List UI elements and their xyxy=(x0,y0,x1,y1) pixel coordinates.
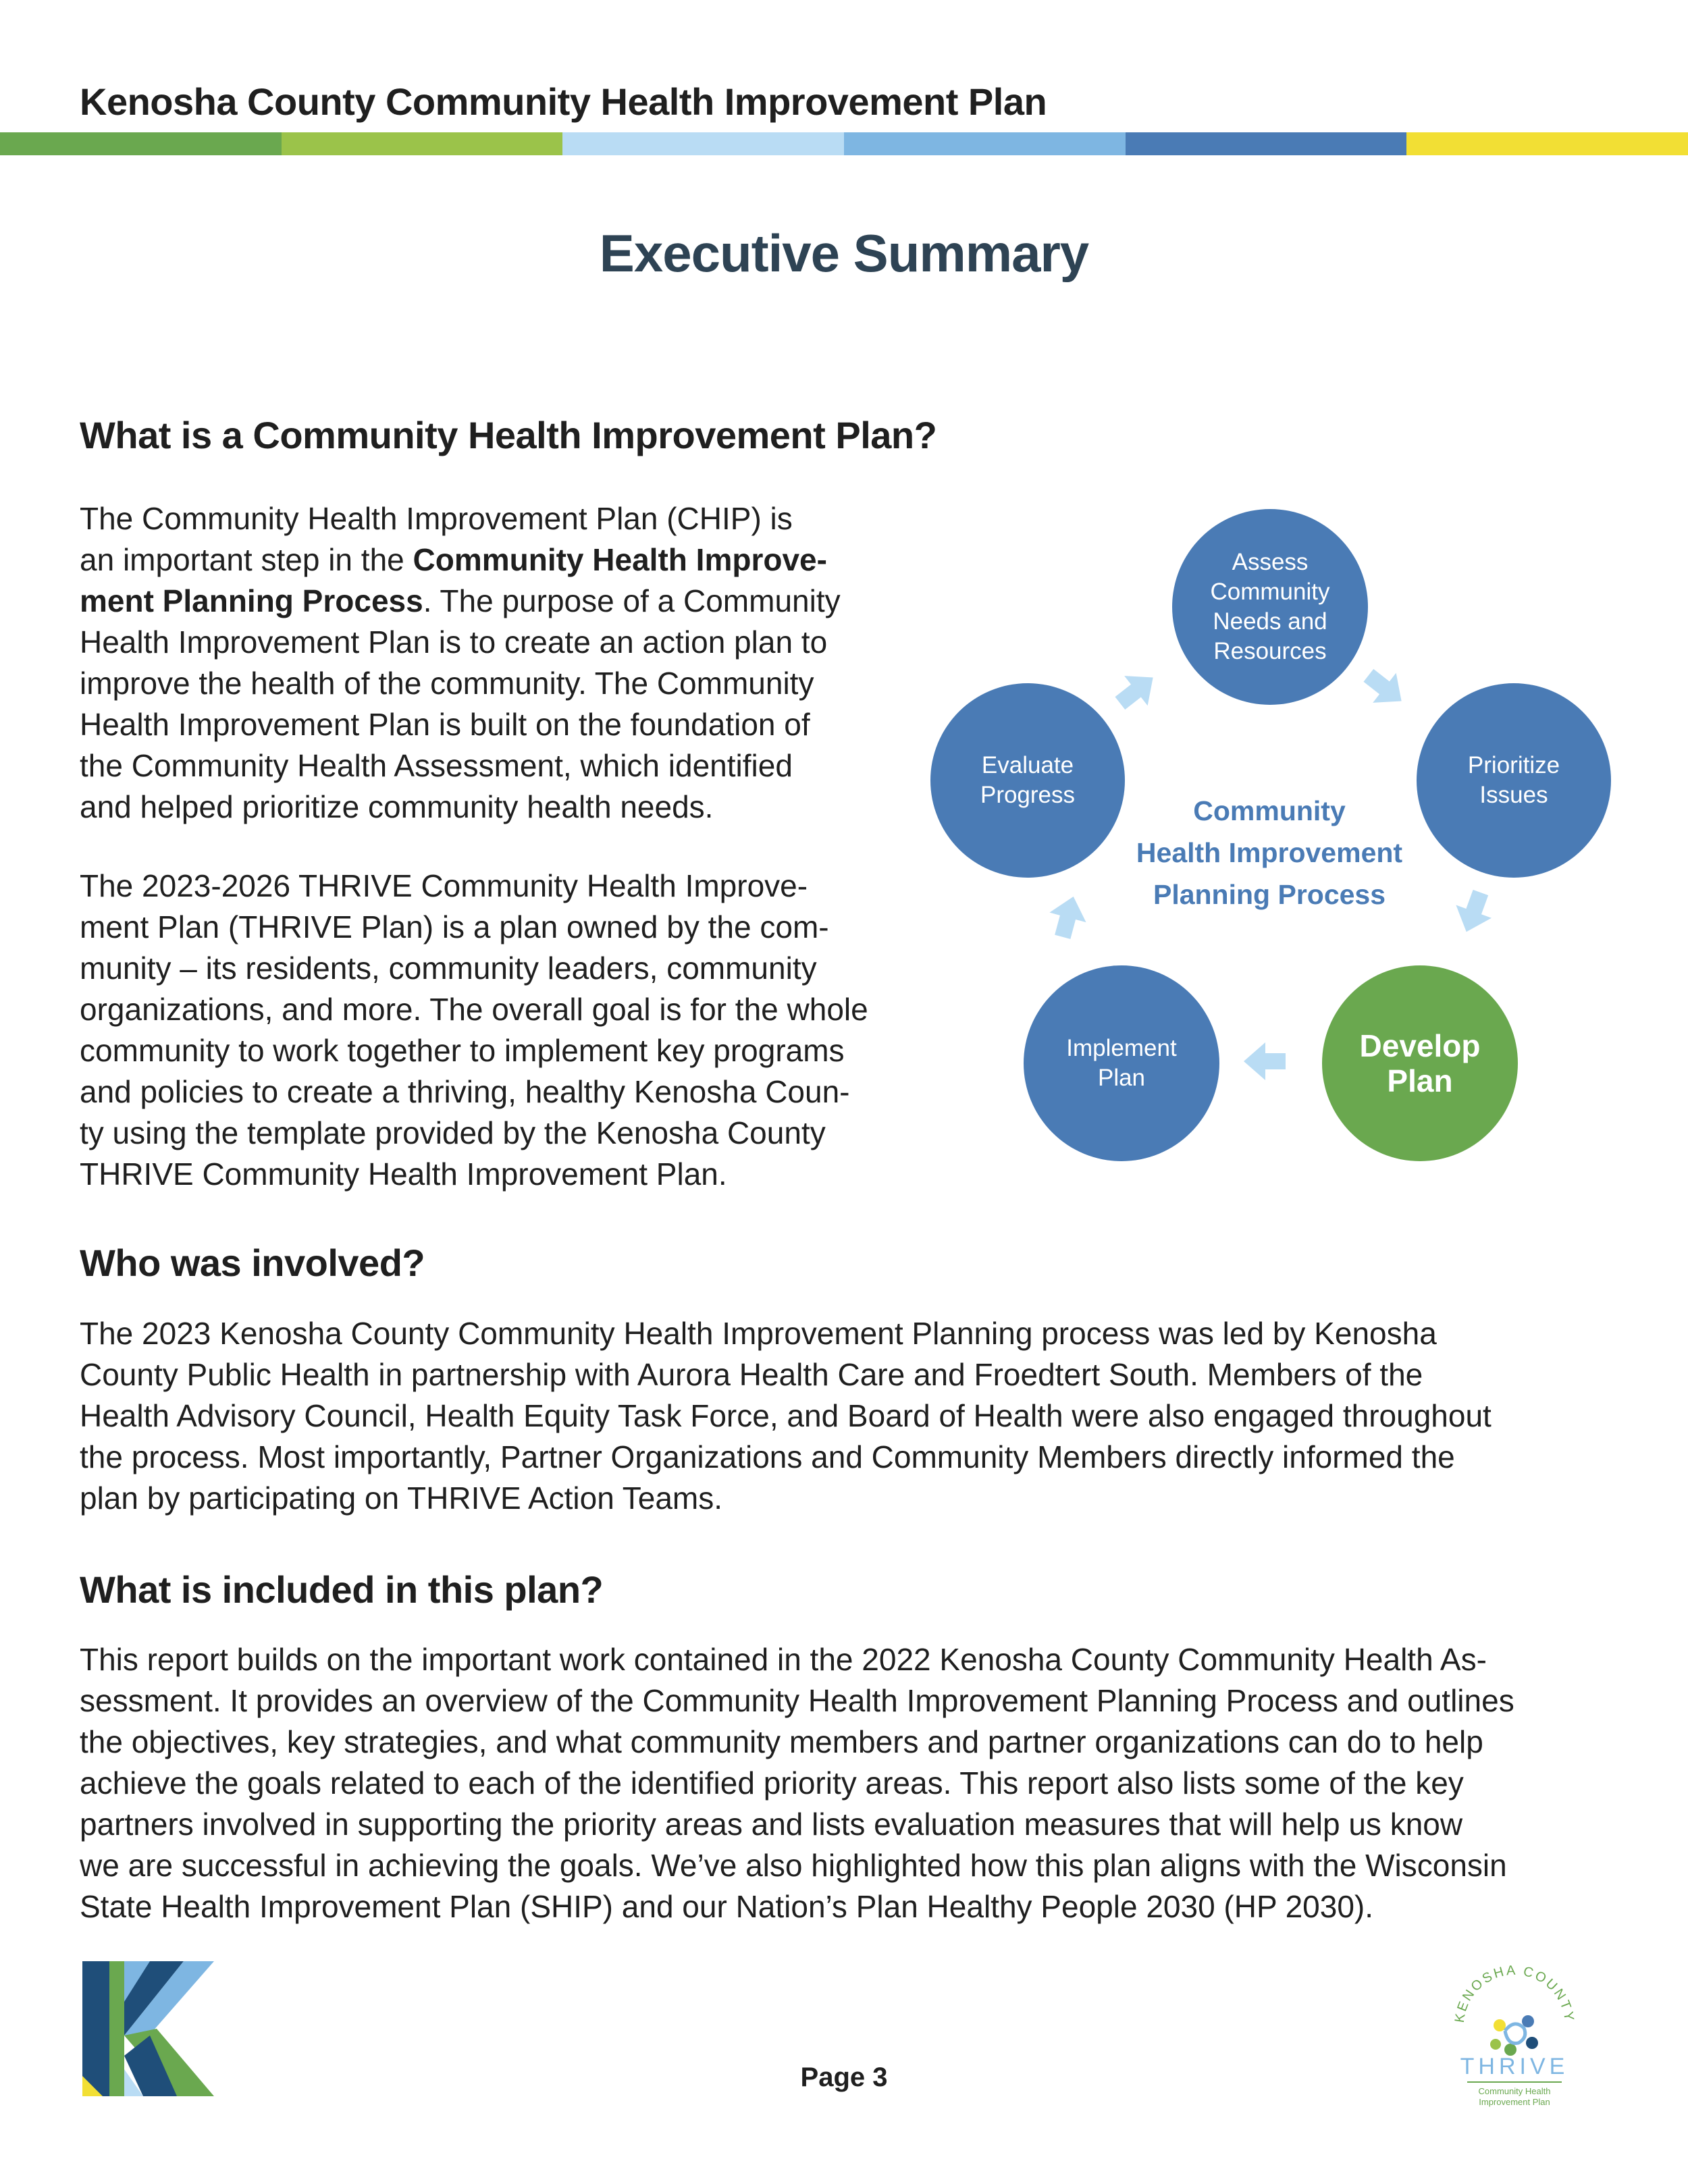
step-prioritize: Prioritize Issues xyxy=(1417,683,1611,878)
step-implement: Implement Plan xyxy=(1024,965,1219,1161)
chip-intro-paragraph: The Community Health Improvement Plan (CHIP) is an important step in the Community Health Improve- ment Planning Process. The purpose of a Community Health Improvement Plan is to create an action plan to improve the health of the community. The Community Health Improvement Plan is built on the foundation of the Community Health Assessment, which identified and helped prioritize community health needs. xyxy=(80,501,841,824)
arrow-prioritize-to-develop xyxy=(1446,885,1501,940)
color-bar-segment xyxy=(562,132,844,155)
arrow-develop-to-implement xyxy=(1242,1040,1286,1083)
thrive-caption: Community Health xyxy=(1478,2086,1551,2096)
color-bar-segment xyxy=(1126,132,1407,155)
diagram-center-label: Community Health Improvement Planning Process xyxy=(1136,795,1403,910)
page-title: Executive Summary xyxy=(599,223,1089,283)
header-title: Kenosha County Community Health Improvement Plan xyxy=(80,80,1047,123)
page-number: Page 3 xyxy=(800,2062,888,2092)
section-heading-who-involved: Who was involved? xyxy=(80,1242,425,1284)
color-bar-segment xyxy=(1406,132,1688,155)
who-involved-paragraph: The 2023 Kenosha County Community Health Improvement Planning process was led by Kenosha County Public Health in partnership with Aurora Health Care and Froedtert South. Members of the Health Advisory Council, Health Equity Task Force, and Board of Health were also engaged throughout the process. Most importantly, Partner Organizations and Community Members directly informed the plan by participating on THRIVE Action Teams. xyxy=(80,1316,1492,1516)
step-evaluate: Evaluate Progress xyxy=(930,683,1125,878)
arrow-assess-to-prioritize xyxy=(1355,658,1416,719)
section-heading-what-is-chip: What is a Community Health Improvement Plan? xyxy=(80,414,937,456)
thrive-caption: Improvement Plan xyxy=(1479,2097,1550,2107)
thrive-word: THRIVE xyxy=(1460,2054,1569,2079)
thrive-arc-text: KENOSHA COUNTY xyxy=(1452,1963,1577,2024)
section-heading-whats-included: What is included in this plan? xyxy=(80,1568,604,1611)
color-bar-segment xyxy=(844,132,1126,155)
step-develop-plan: Develop Plan xyxy=(1322,965,1518,1161)
whats-included-paragraph: This report builds on the important work contained in the 2022 Kenosha County Community Health As- sessment. It provides an overview of the Community Health Improvement Planning Process and outlines the objectives, key strategies, and what community members and partner organizations can do to help achieve the goals related to each of the identified priority areas. This report also lists some of the key partners involved in supporting the priority areas and lists evaluation measures that will help us know we are successful in achieving the goals. We’ve also highlighted how this plan aligns with the Wisconsin State Health Improvement Plan (SHIP) and our Nation’s Plan Healthy People 2030 (HP 2030). xyxy=(80,1642,1514,1924)
arrow-evaluate-to-assess xyxy=(1107,660,1167,720)
planning-process-diagram xyxy=(918,500,1634,1175)
color-bar-segment xyxy=(282,132,563,155)
step-assess: Assess Community Needs and Resources xyxy=(1172,509,1368,705)
header-color-bar xyxy=(0,132,1688,155)
thrive-logo xyxy=(1444,1951,1585,2113)
svg-text:KENOSHA COUNTY xyxy=(1452,1963,1577,2024)
color-bar-segment xyxy=(0,132,282,155)
thrive-plan-paragraph: The 2023-2026 THRIVE Community Health Improve- ment Plan (THRIVE Plan) is a plan owned by the com- munity – its residents, community leaders, community organizations, and more. The overall goal is for the whole community to work together to implement key programs and policies to create a thriving, healthy Kenosha Coun- ty using the template provided by the Kenosha County THRIVE Community Health Improvement Plan. xyxy=(80,868,868,1192)
